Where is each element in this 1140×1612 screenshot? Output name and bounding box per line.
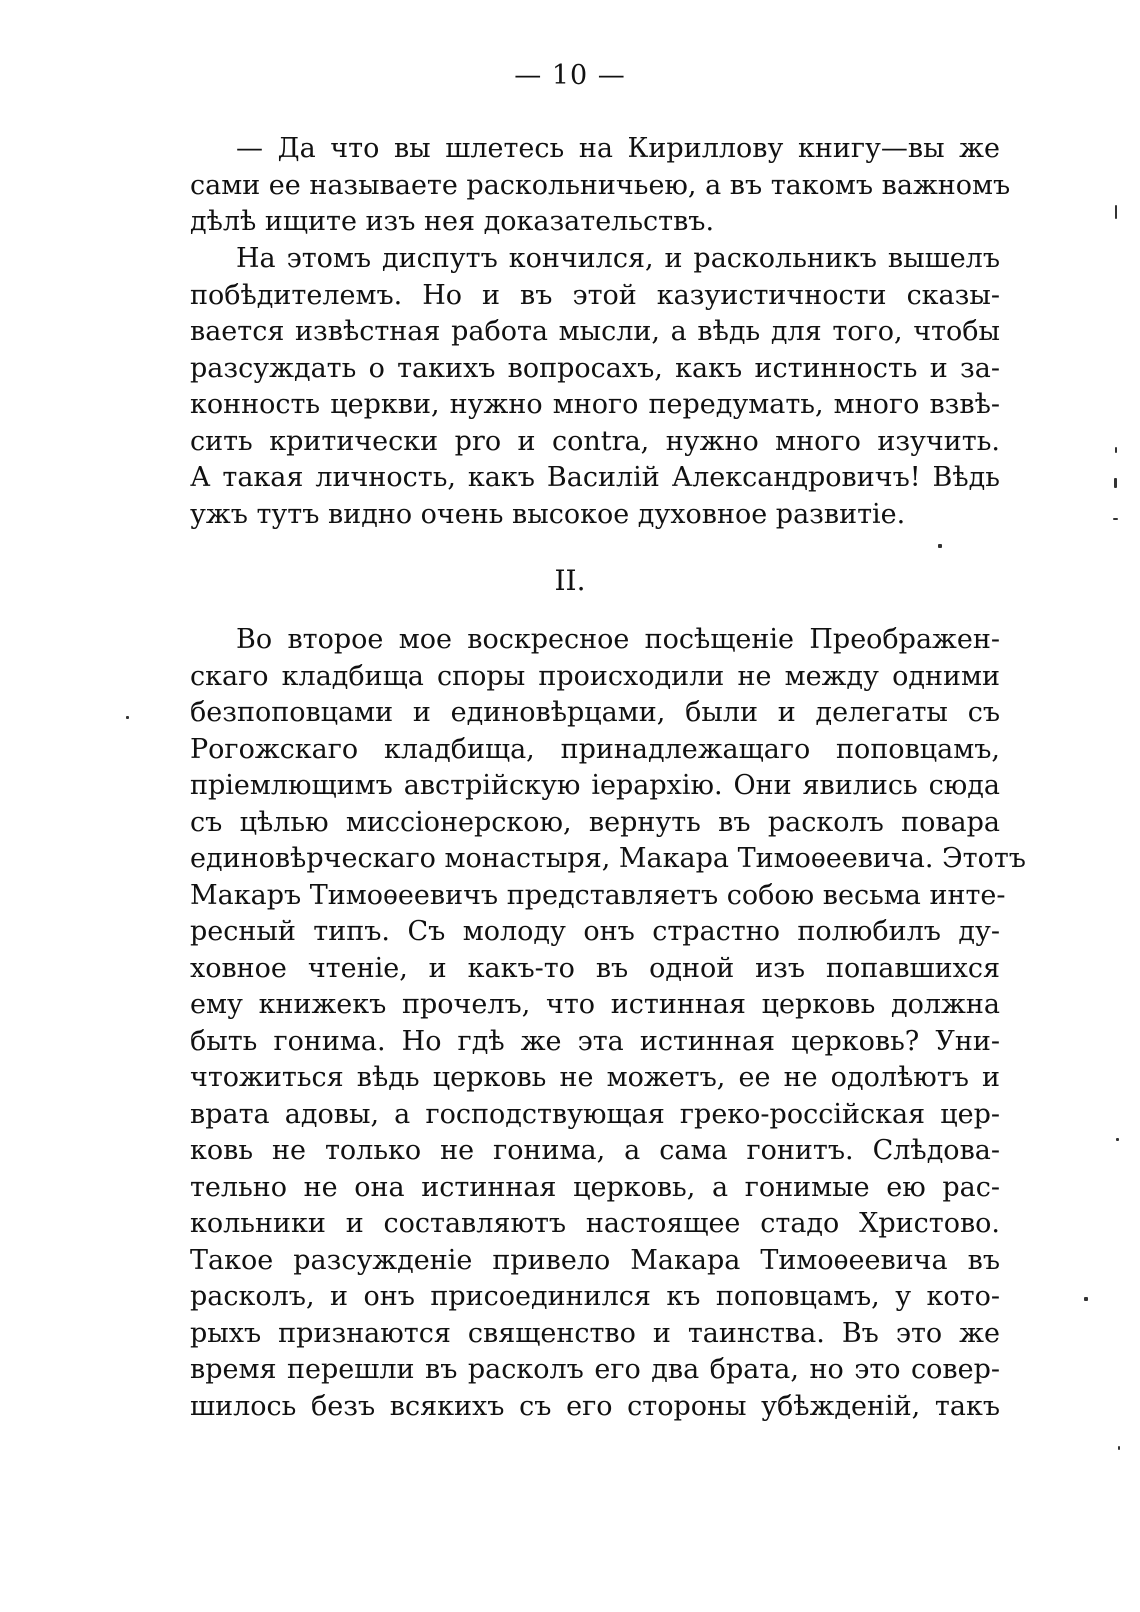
text-line: пріемлющимъ австрійскую іерархію. Они явились сюда bbox=[190, 770, 1000, 801]
text-line: тельно не она истинная церковь, а гонимые ею рас- bbox=[190, 1171, 1000, 1203]
scan-speck bbox=[1115, 205, 1117, 219]
text-line: скаго кладбища споры происходили не между одними bbox=[190, 660, 1000, 692]
scan-speck bbox=[1084, 1297, 1088, 1301]
text-line: дѣлѣ ищите изъ нея доказательствъ. bbox=[190, 206, 715, 237]
text-line: На этомъ диспутъ кончился, и раскольникъ вышелъ bbox=[236, 243, 1000, 274]
text-line: время перешли въ расколъ его два брата, но это совер- bbox=[190, 1354, 1000, 1385]
text-line: Во второе мое воскресное посѣщеніе Преображен- bbox=[236, 624, 1000, 655]
section-heading: II. bbox=[554, 564, 586, 597]
page-number: — 10 — bbox=[514, 60, 626, 91]
paragraph-section-two bbox=[190, 622, 1026, 1425]
scan-speck bbox=[1118, 1446, 1120, 1450]
text-line: ресный типъ. Съ молоду онъ страстно полюбилъ ду- bbox=[190, 916, 1000, 947]
scan-speck bbox=[126, 716, 129, 719]
text-line: чтожиться вѣдь церковь не можетъ, ее не одолѣютъ и bbox=[190, 1062, 1000, 1093]
text-line: единовѣрческаго монастыря, Макара Тимоѳеевича. Этотъ bbox=[190, 843, 1026, 874]
text-line: быть гонима. Но гдѣ же эта истинная церковь? Уни- bbox=[190, 1025, 1000, 1057]
text-line: вается извѣстная работа мысли, а вѣдь для того, чтобы bbox=[190, 316, 1000, 347]
text-line: Рогожскаго кладбища, принадлежащаго поповцамъ, bbox=[190, 733, 1000, 765]
text-line: — Да что вы шлетесь на Кириллову книгу—вы же bbox=[236, 133, 1000, 164]
text-line: рыхъ признаются священство и таинства. Въ это же bbox=[190, 1317, 1000, 1349]
text-line: врата адовы, а господствующая греко-россійская цер- bbox=[190, 1098, 1000, 1130]
text-line: разсуждать о такихъ вопросахъ, какъ истинность и за- bbox=[190, 352, 1000, 384]
text-line: кольники и составляютъ настоящее стадо Христово. bbox=[190, 1208, 1000, 1239]
paragraph-dialogue bbox=[190, 131, 1011, 241]
text-line: ковь не только не гонима, а сама гонитъ. Слѣдова- bbox=[190, 1135, 1000, 1166]
paragraph-dispute bbox=[190, 241, 1000, 533]
text-line: конность церкви, нужно много передумать, много взвѣ- bbox=[190, 389, 1000, 420]
text-line: расколъ, и онъ присоединился къ поповцамъ, у кото- bbox=[190, 1281, 1000, 1312]
scan-speck bbox=[1115, 447, 1117, 453]
text-line: съ цѣлью миссіонерскою, вернуть въ расколъ повара bbox=[190, 806, 1000, 838]
scan-speck bbox=[1116, 1138, 1119, 1141]
text-line: безпоповцами и единовѣрцами, были и делегаты съ bbox=[190, 697, 1000, 728]
scan-speck bbox=[1114, 478, 1117, 488]
text-line: сами ее называете раскольничьею, а въ такомъ важномъ bbox=[190, 169, 1011, 201]
scan-speck bbox=[1113, 518, 1118, 520]
text-line: побѣдителемъ. Но и въ этой казуистичности сказы- bbox=[190, 279, 1000, 311]
text-line: Макаръ Тимоѳеевичъ представляетъ собою весьма инте- bbox=[190, 879, 1006, 911]
text-line: Такое разсужденіе привело Макара Тимоѳеевича въ bbox=[190, 1244, 1000, 1276]
text-line: сить критически pro и contra, нужно много изучить. bbox=[190, 425, 1000, 457]
text-line: А такая личность, какъ Василій Александровичъ! Вѣдь bbox=[190, 462, 1000, 493]
scan-speck bbox=[938, 544, 942, 548]
text-line: ужъ тутъ видно очень высокое духовное развитіе. bbox=[190, 498, 906, 530]
text-line: шилось безъ всякихъ съ его стороны убѣжденій, такъ bbox=[190, 1390, 1000, 1422]
text-line: ховное чтеніе, и какъ-то въ одной изъ попавшихся bbox=[190, 952, 1000, 984]
text-line: ему книжекъ прочелъ, что истинная церковь должна bbox=[190, 989, 1000, 1020]
